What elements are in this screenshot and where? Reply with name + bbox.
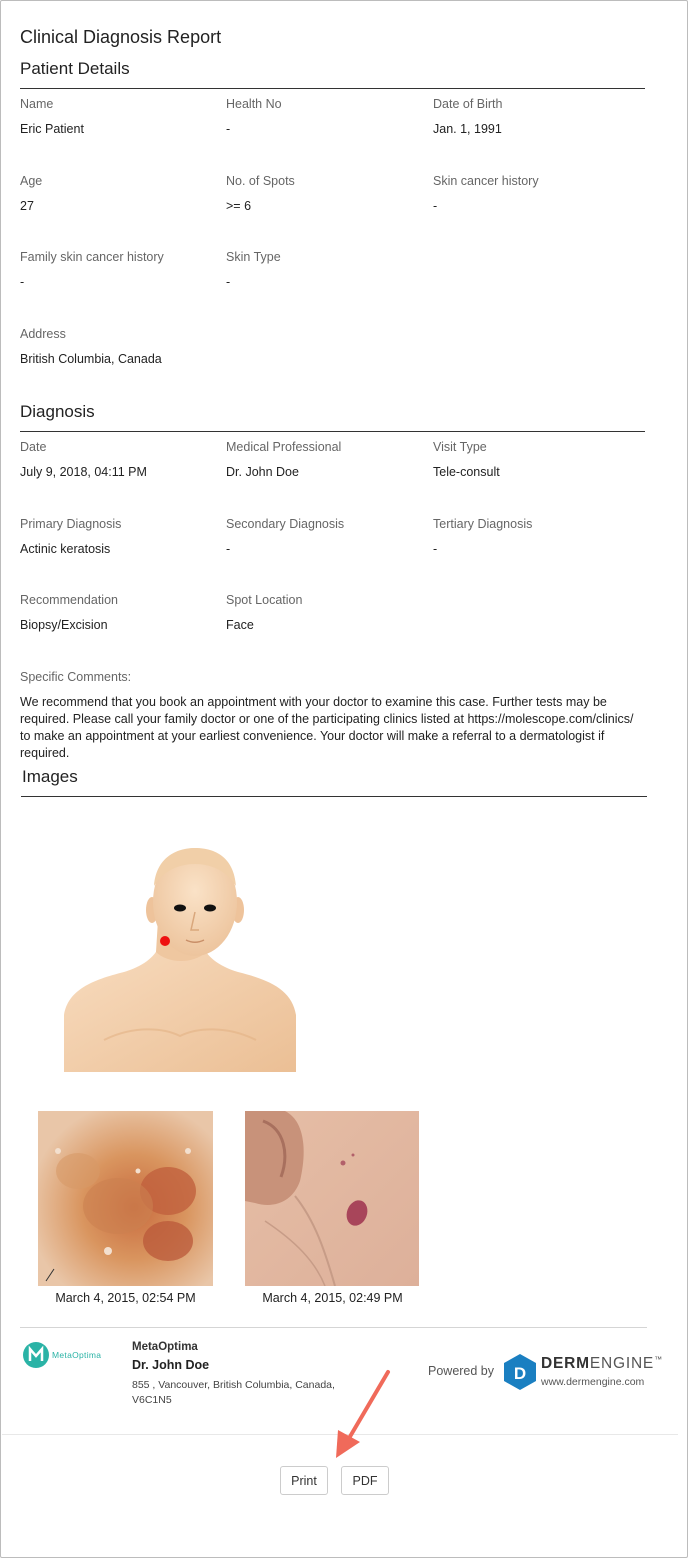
primary-diagnosis-value: Actinic keratosis: [20, 542, 111, 556]
powered-by-label: Powered by: [428, 1364, 495, 1378]
dermengine-brand-light: ENGINE: [589, 1355, 655, 1372]
medical-professional-label: Medical Professional: [226, 440, 342, 454]
family-history-label: Family skin cancer history: [20, 250, 164, 264]
family-history-value: -: [20, 275, 25, 289]
tertiary-diagnosis-value: -: [433, 542, 438, 556]
visit-type-value: Tele-consult: [433, 465, 500, 479]
skin-type-value: -: [226, 275, 231, 289]
body-map-figure: [64, 840, 296, 1072]
skin-cancer-history-value: -: [433, 199, 438, 213]
body-map-image: [64, 840, 296, 1072]
dermengine-brand-tm: ™: [654, 1355, 663, 1364]
clinic-name: MetaOptima: [132, 1341, 198, 1353]
footer-rule: [20, 1327, 647, 1328]
specific-comments-text: We recommend that you book an appointment with your doctor to examine this case. Further tests may be required. Please call your family doctor or one of the participating clinics listed at https://molescope.com/clinics/ to make an appointment at your earliest convenience. Your doctor will make a referral to a dermatologist if required.: [20, 695, 634, 760]
specific-comments-label: Specific Comments:: [20, 670, 132, 684]
dermengine-logo-icon: [503, 1353, 537, 1391]
spot-marker-icon: [160, 936, 170, 946]
dob-value: Jan. 1, 1991: [433, 122, 502, 136]
health-no-label: Health No: [226, 97, 282, 111]
patient-details-rule: [20, 88, 645, 89]
spot-image-2: [245, 1111, 419, 1286]
medical-professional-value: Dr. John Doe: [226, 465, 299, 479]
secondary-diagnosis-label: Secondary Diagnosis: [226, 517, 345, 531]
name-label: Name: [20, 97, 54, 111]
visit-type-label: Visit Type: [433, 440, 487, 454]
recommendation-label: Recommendation: [20, 593, 118, 607]
metaoptima-logo: [22, 1340, 122, 1370]
clinical-picture: [245, 1111, 419, 1286]
spot-image-1: [38, 1111, 213, 1286]
dermengine-logo: [503, 1351, 663, 1393]
recommendation-value: Biopsy/Excision: [20, 618, 108, 632]
diagnosis-heading: Diagnosis: [20, 402, 95, 421]
footer-doctor: Dr. John Doe: [132, 1358, 210, 1372]
print-button[interactable]: Print: [280, 1466, 328, 1495]
patient-details-heading: Patient Details: [20, 59, 130, 78]
dermengine-url: www.dermengine.com: [541, 1376, 645, 1388]
dermoscopy-picture: [38, 1111, 213, 1286]
spot-location-label: Spot Location: [226, 593, 303, 607]
pdf-button[interactable]: PDF: [341, 1466, 389, 1495]
age-label: Age: [20, 174, 43, 188]
diagnosis-rule: [20, 431, 645, 432]
images-rule: [21, 796, 647, 797]
clinic-address-line1: 855 , Vancouver, British Columbia, Canada,: [132, 1379, 335, 1391]
skin-cancer-history-label: Skin cancer history: [433, 174, 539, 188]
address-label: Address: [20, 327, 66, 341]
primary-diagnosis-label: Primary Diagnosis: [20, 517, 122, 531]
report-title: Clinical Diagnosis Report: [20, 27, 222, 47]
clinic-address-line2: V6C1N5: [132, 1394, 172, 1406]
spots-value: >= 6: [226, 199, 252, 213]
dermengine-brand-bold: DERM: [541, 1355, 590, 1372]
age-value: 27: [20, 199, 34, 213]
dob-label: Date of Birth: [433, 97, 503, 111]
health-no-value: -: [226, 122, 231, 136]
annotation-arrow-icon: [330, 1368, 394, 1460]
images-heading: Images: [22, 767, 78, 786]
name-value: Eric Patient: [20, 122, 84, 136]
spot-location-value: Face: [226, 618, 254, 632]
secondary-diagnosis-value: -: [226, 542, 231, 556]
spot-image-2-caption: March 4, 2015, 02:49 PM: [262, 1291, 403, 1305]
skin-type-label: Skin Type: [226, 250, 281, 264]
metaoptima-logo-text: MetaOptima: [52, 1350, 102, 1360]
spot-image-1-caption: March 4, 2015, 02:54 PM: [55, 1291, 196, 1305]
address-value: British Columbia, Canada: [20, 352, 162, 366]
metaoptima-logo-icon: [22, 1341, 50, 1369]
diagnosis-date-value: July 9, 2018, 04:11 PM: [20, 465, 147, 479]
spots-label: No. of Spots: [226, 174, 295, 188]
svg-text:D: D: [513, 1364, 527, 1383]
tertiary-diagnosis-label: Tertiary Diagnosis: [433, 517, 533, 531]
diagnosis-date-label: Date: [20, 440, 47, 454]
